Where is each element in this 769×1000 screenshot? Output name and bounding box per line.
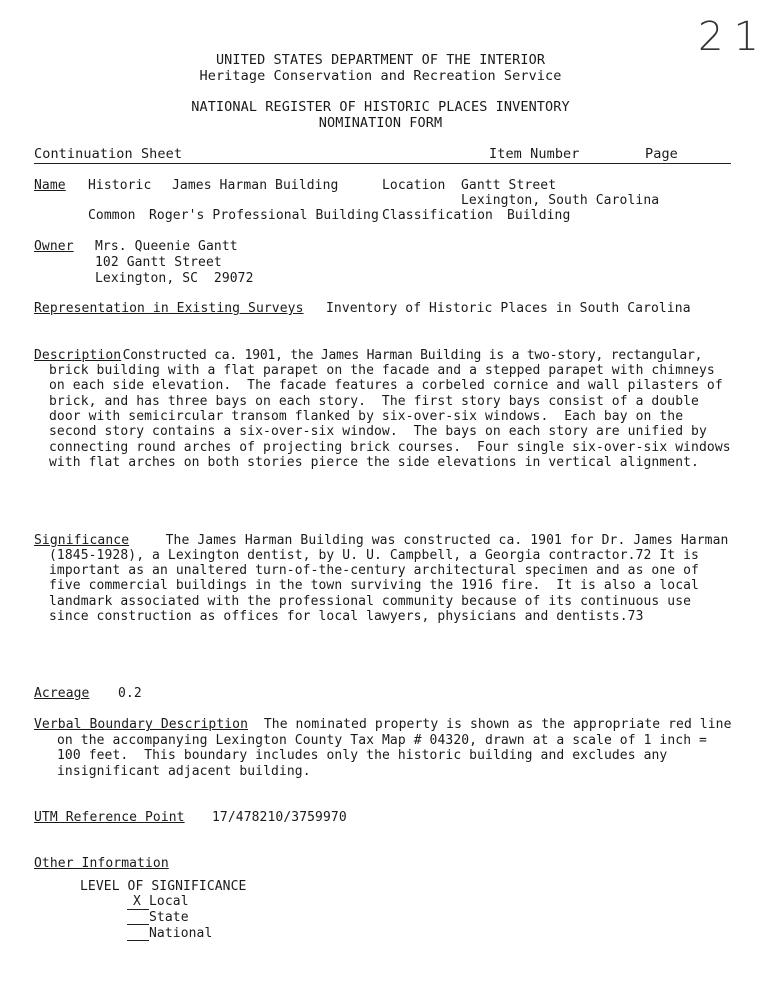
description-line: brick, and has three bays on each story. The first story bays consist of a double — [49, 394, 699, 409]
classification-label: Classification — [382, 208, 493, 223]
historic-name-value: James Harman Building — [172, 178, 339, 193]
handwritten-page-number: 21 — [698, 14, 769, 60]
option-blank-state — [127, 924, 149, 925]
option-blank-local — [127, 909, 149, 910]
description-line: with flat arches on both stories pierce the side elevations in vertical alignment. — [49, 455, 699, 470]
owner-city: Lexington, SC 29072 — [95, 271, 254, 286]
option-blank-national — [127, 940, 149, 941]
description-line: connecting round arches of projecting brick courses. Four single six-over-six windows — [49, 440, 731, 455]
significance-line: since construction as offices for local lawyers, physicians and dentists.73 — [49, 609, 644, 624]
form-title: NATIONAL REGISTER OF HISTORIC PLACES INVENTORY — [191, 99, 570, 115]
agency-title: UNITED STATES DEPARTMENT OF THE INTERIOR — [215, 52, 546, 68]
historic-label: Historic — [88, 178, 152, 193]
owner-name: Mrs. Queenie Gantt — [95, 239, 238, 254]
option-label-state: State — [149, 910, 189, 925]
boundary-line: The nominated property is shown as the appropriate red line — [248, 717, 732, 732]
acreage-value: 0.2 — [118, 686, 142, 701]
other-information-label: Other Information — [34, 856, 169, 871]
description-line: door with semicircular transom flanked by six-over-six windows. Each bay on the — [49, 409, 684, 424]
description-line: Constructed ca. 1901, the James Harman Building is a two-story, rectangular, — [115, 348, 703, 363]
option-label-national: National — [149, 926, 213, 941]
owner-street: 102 Gantt Street — [95, 255, 222, 270]
description-line: brick building with a flat parapet on the facade and a stepped parapet with chimneys — [49, 363, 715, 378]
surveys-label: Representation in Existing Surveys — [34, 301, 304, 316]
significance-line: The James Harman Building was constructed ca. 1901 for Dr. James Harman — [126, 533, 729, 548]
boundary-line: insignificant adjacent building. — [57, 764, 311, 779]
sheet-bar-rule — [34, 163, 731, 164]
significance-line: important as an unaltered turn-of-the-century architectural specimen and as one of — [49, 563, 699, 578]
name-label: Name — [34, 178, 66, 193]
option-label-local: Local — [149, 894, 189, 909]
significance-line: five commercial buildings in the town surviving the 1916 fire. It is also a local — [49, 578, 699, 593]
form-subtitle: NOMINATION FORM — [318, 115, 443, 131]
continuation-sheet-label: Continuation Sheet — [34, 146, 183, 162]
common-label: Common — [88, 208, 136, 223]
significance-label: Significance — [34, 533, 130, 548]
location-label: Location — [382, 178, 446, 193]
location-street: Gantt Street — [461, 178, 557, 193]
owner-label: Owner — [34, 239, 74, 254]
common-name-value: Roger's Professional Building — [149, 208, 379, 223]
page-label: Page — [645, 146, 678, 162]
acreage-label: Acreage — [34, 686, 90, 701]
boundary-line: on the accompanying Lexington County Tax Map # 04320, drawn at a scale of 1 inch = — [57, 733, 707, 748]
item-number-label: Item Number — [489, 146, 580, 162]
surveys-value: Inventory of Historic Places in South Carolina — [326, 301, 691, 316]
utm-label: UTM Reference Point — [34, 810, 185, 825]
significance-line: (1845-1928), a Lexington dentist, by U. U. Campbell, a Georgia contractor.72 It is — [49, 548, 699, 563]
location-city: Lexington, South Carolina — [461, 193, 660, 208]
significance-line: landmark associated with the professional community because of its continuous use — [49, 594, 692, 609]
utm-value: 17/478210/3759970 — [212, 810, 347, 825]
description-label: Description — [34, 348, 122, 363]
boundary-label: Verbal Boundary Description — [34, 717, 249, 732]
agency-subtitle: Heritage Conservation and Recreation Service — [199, 68, 562, 84]
classification-value: Building — [507, 208, 571, 223]
description-line: second story contains a six-over-six window. The bays on each story are unified by — [49, 424, 707, 439]
boundary-line: 100 feet. This boundary includes only the historic building and excludes any — [57, 748, 668, 763]
level-of-significance-label: LEVEL OF SIGNIFICANCE — [80, 879, 247, 894]
option-mark-local: X — [133, 894, 141, 909]
description-line: on each side elevation. The facade features a corbeled cornice and wall pilasters of — [49, 378, 723, 393]
